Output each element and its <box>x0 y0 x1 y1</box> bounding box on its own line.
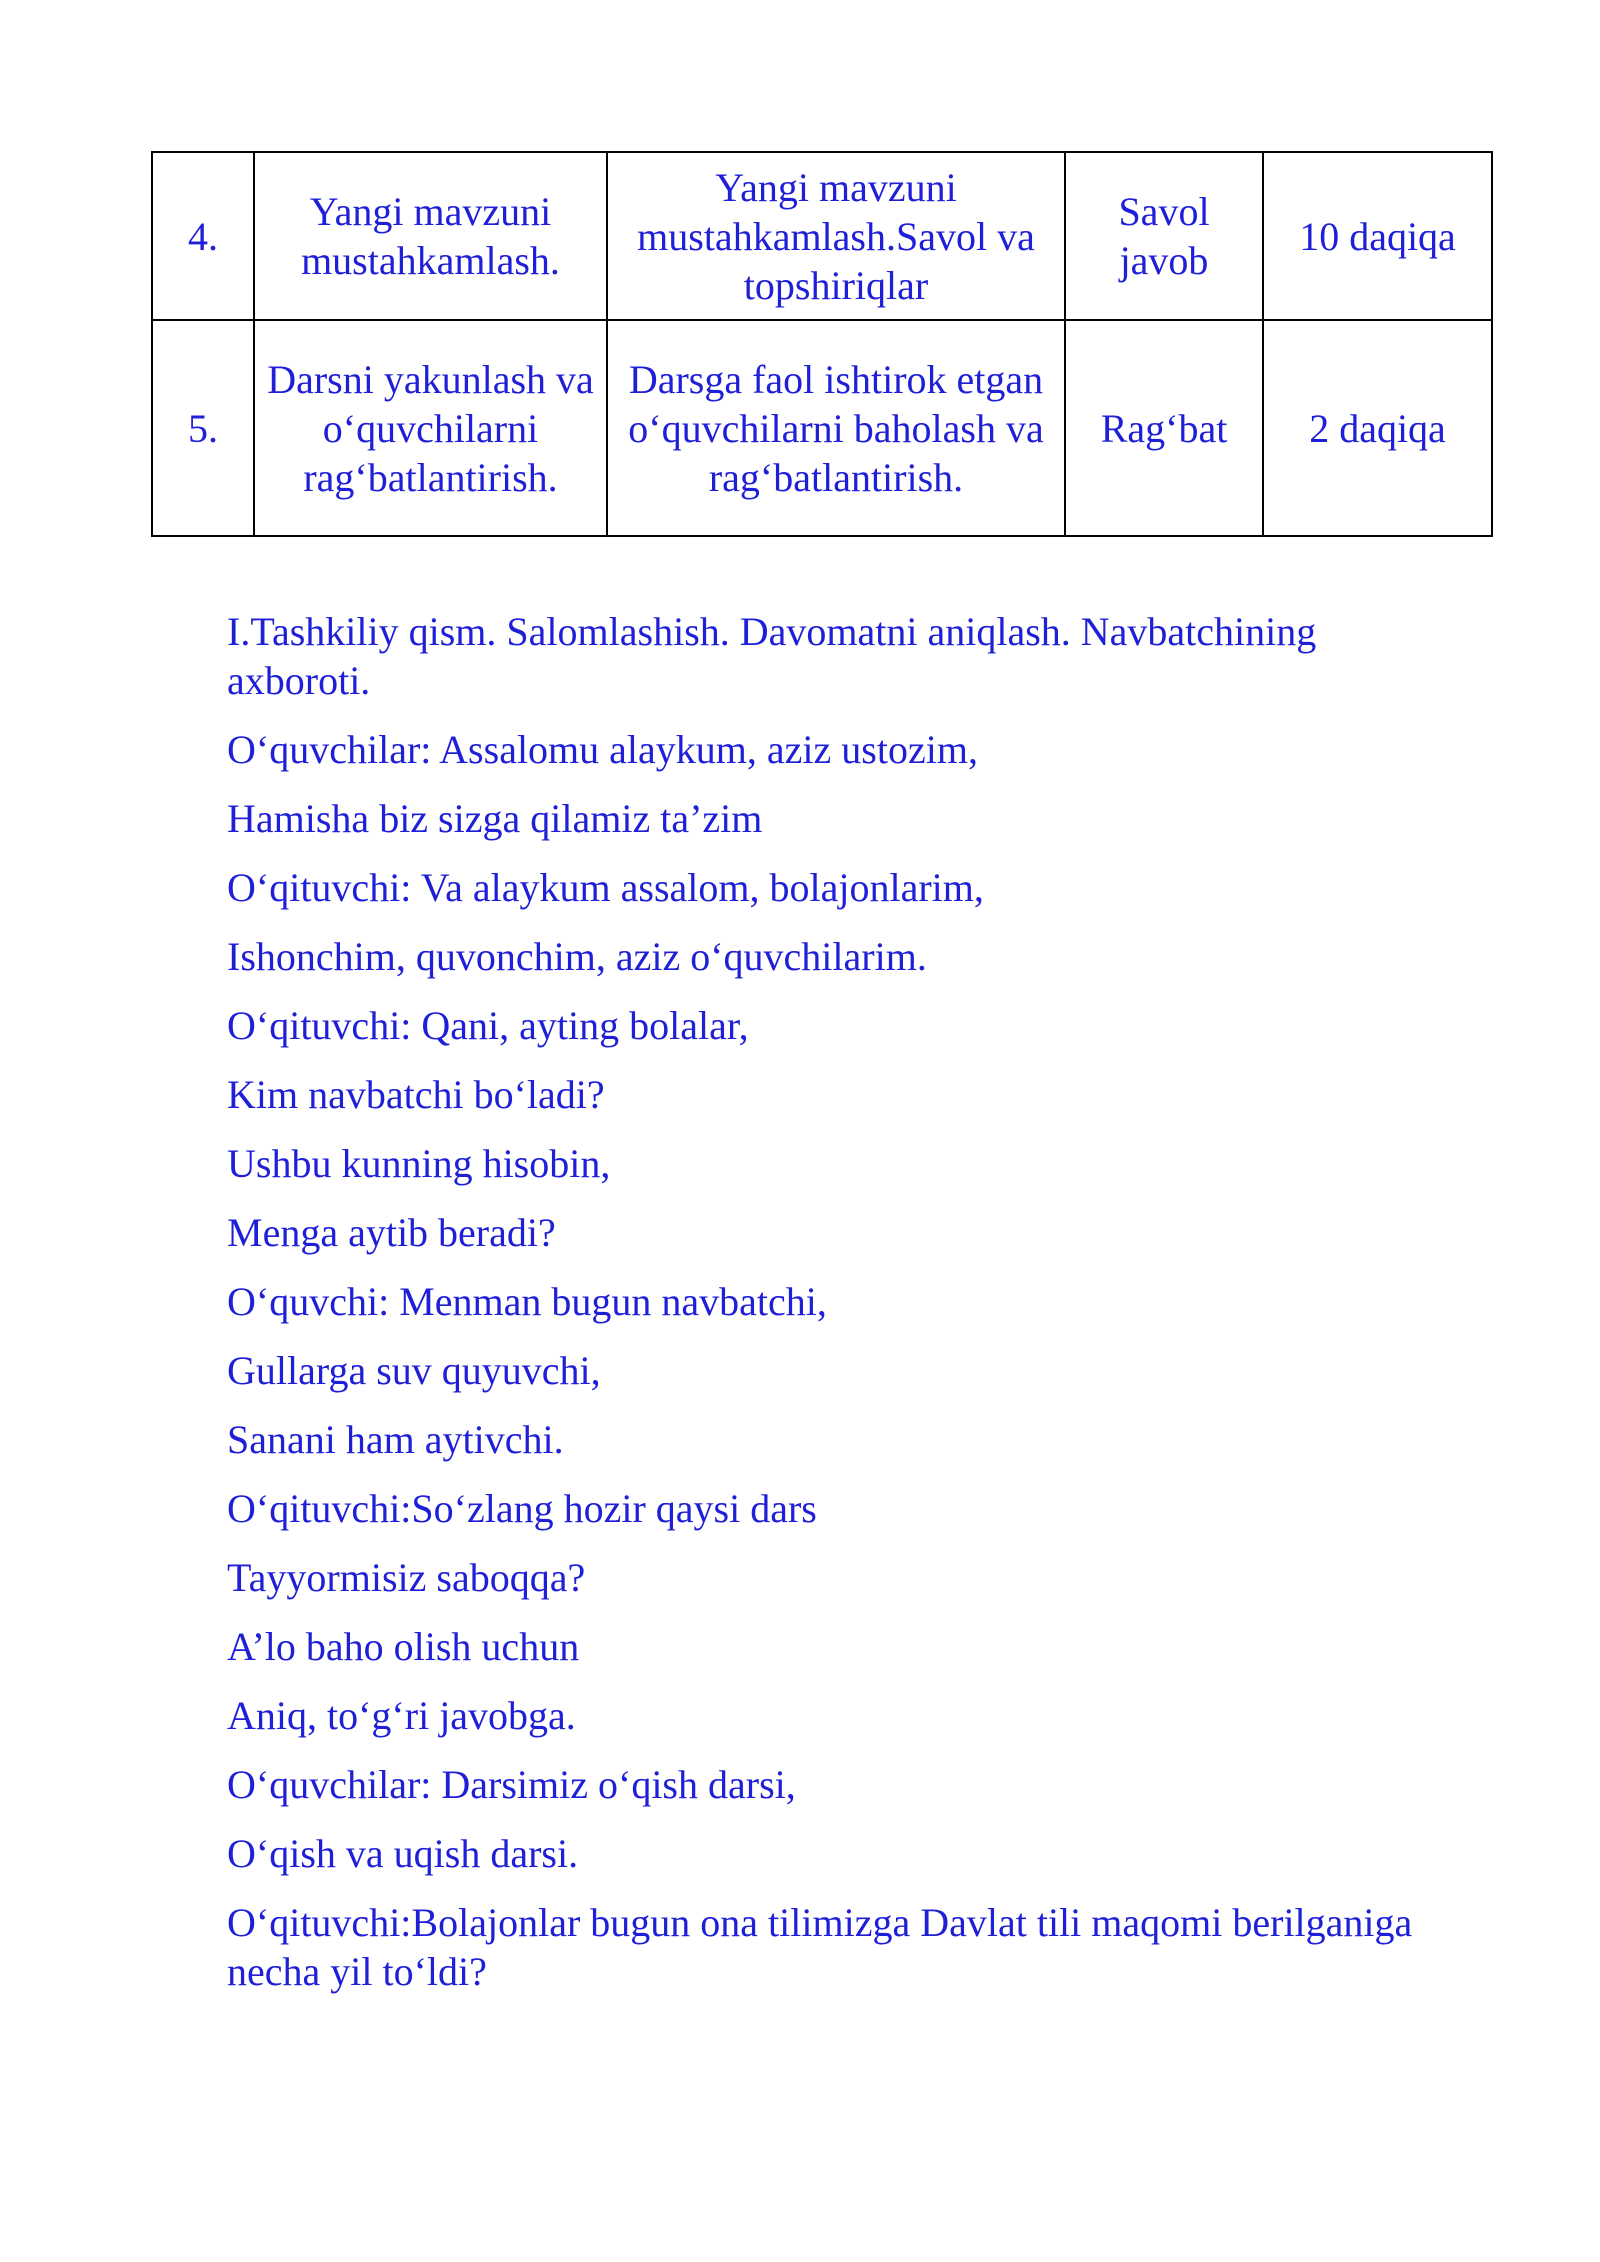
dialogue-line: Ushbu kunning hisobin, <box>227 1141 611 1186</box>
dialogue-line: Aniq, to‘g‘ri javobga. <box>227 1693 576 1738</box>
stage-cell: Darsni yakunlash va o‘quvchilarni rag‘batlantirish. <box>254 320 607 536</box>
step-number: 5. <box>152 320 254 536</box>
lesson-dialogue <box>227 607 1447 2016</box>
dialogue-line: O‘qituvchi: Va alaykum assalom, bolajonlarim, <box>227 865 984 910</box>
dialogue-line: O‘quvchilar: Darsimiz o‘qish darsi, <box>227 1762 796 1807</box>
time-cell: 10 daqiqa <box>1263 152 1492 320</box>
time-cell: 2 daqiqa <box>1263 320 1492 536</box>
dialogue-line: Menga aytib beradi? <box>227 1210 556 1255</box>
section-heading: I.Tashkiliy qism. Salomlashish. Davomatni aniqlash. Navbatchining axboroti. <box>227 609 1317 703</box>
dialogue-line: Gullarga suv quyuvchi, <box>227 1348 601 1393</box>
stage-cell: Yangi mavzuni mustahkamlash. <box>254 152 607 320</box>
table-row <box>152 152 1492 320</box>
lesson-plan-table <box>151 151 1493 537</box>
method-cell: Rag‘bat <box>1065 320 1263 536</box>
content-cell: Darsga faol ishtirok etgan o‘quvchilarni baholash va rag‘batlantirish. <box>607 320 1065 536</box>
dialogue-line: Ishonchim, quvonchim, aziz o‘quvchilarim. <box>227 934 927 979</box>
dialogue-line: Kim navbatchi bo‘ladi? <box>227 1072 605 1117</box>
method-cell: Savol javob <box>1065 152 1263 320</box>
dialogue-line: O‘quvchilar: Assalomu alaykum, aziz ustozim, <box>227 727 978 772</box>
table-row <box>152 320 1492 536</box>
dialogue-line: A’lo baho olish uchun <box>227 1624 580 1669</box>
dialogue-line: Sanani ham aytivchi. <box>227 1417 564 1462</box>
dialogue-line: O‘qituvchi:Bolajonlar bugun ona tilimizga Davlat tili maqomi berilganiga necha yil to‘ldi? <box>227 1900 1413 1994</box>
dialogue-line: O‘qish va uqish darsi. <box>227 1831 579 1876</box>
dialogue-line: Tayyormisiz saboqqa? <box>227 1555 586 1600</box>
content-cell: Yangi mavzuni mustahkamlash.Savol va topshiriqlar <box>607 152 1065 320</box>
dialogue-line: Hamisha biz sizga qilamiz ta’zim <box>227 796 763 841</box>
dialogue-line: O‘quvchi: Menman bugun navbatchi, <box>227 1279 827 1324</box>
dialogue-line: O‘qituvchi:So‘zlang hozir qaysi dars <box>227 1486 817 1531</box>
dialogue-line: O‘qituvchi: Qani, ayting bolalar, <box>227 1003 749 1048</box>
step-number: 4. <box>152 152 254 320</box>
